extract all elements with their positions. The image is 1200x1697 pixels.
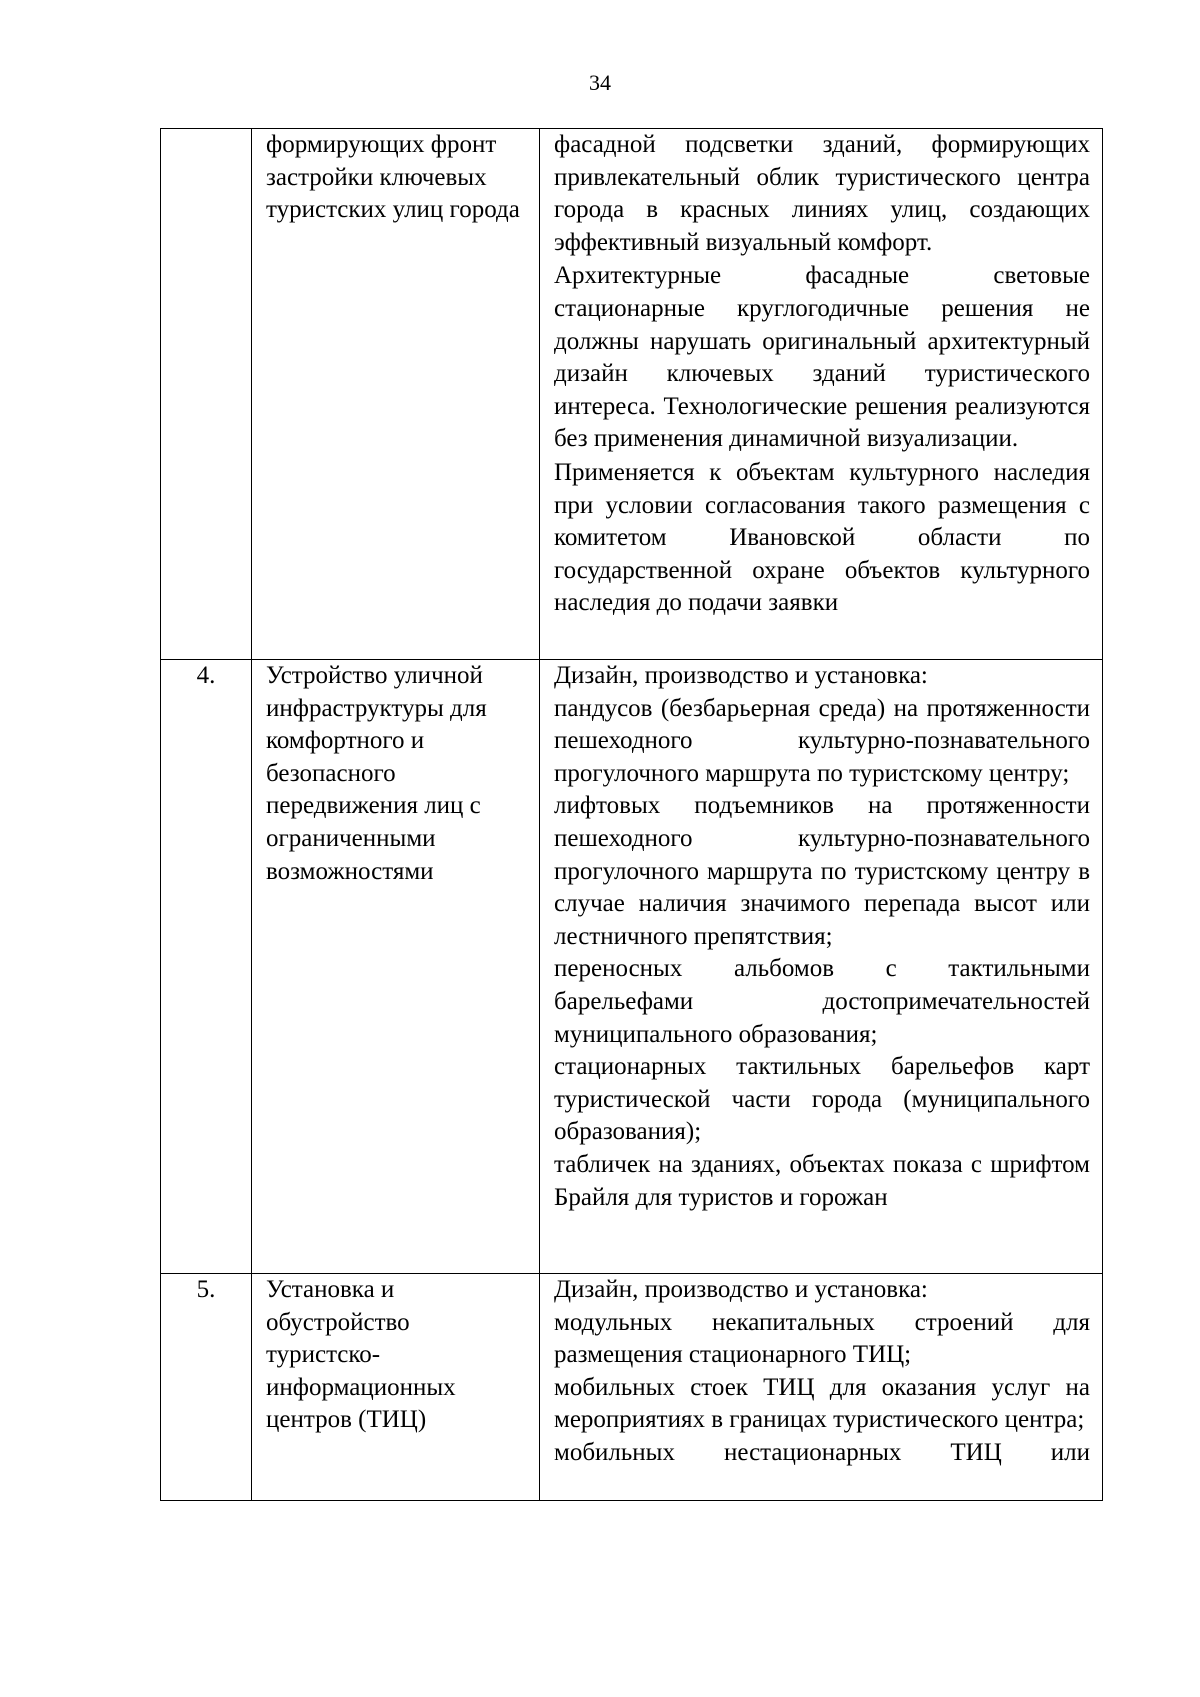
row-description-cell [540,129,1103,660]
table-row [161,660,1103,1274]
description-paragraph: Архитектурные фасадные световые стационарные круглогодичные решения не должны нарушать оригинальный архитектурный дизайн ключевых зданий туристического интереса. Технологические решения реализуются без применения динамичной визуализации. [554,262,1090,453]
description-paragraph: стационарных тактильных барельефов карт туристической части города (муниципального образования); [554,1053,1090,1146]
row-name-cell: формирующих фронт застройки ключевых туристских улиц города [252,129,540,660]
description-paragraph: Дизайн, производство и установка: [554,662,928,689]
row-name-cell: Установка и обустройство туристско-информационных центров (ТИЦ) [252,1274,540,1501]
description-paragraph: переносных альбомов с тактильными барельефами достопримечательностей муниципального образования; [554,955,1090,1048]
description-paragraph: мобильных нестационарных ТИЦ или [554,1438,1090,1466]
page-number: 34 [589,70,611,95]
description-paragraph: Применяется к объектам культурного наследия при условии согласования такого размещения с комитетом Ивановской области по государственной охране объектов культурного наследия до подачи заявки [554,458,1090,617]
row-number-cell: 5. [161,1274,252,1501]
description-paragraph: пандусов (безбарьерная среда) на протяженности пешеходного культурно-познавательного прогулочного маршрута по туристскому центру; [554,694,1090,787]
row-description-cell [540,660,1103,1274]
description-paragraph: табличек на зданиях, объектах показа с шрифтом Брайля для туристов и горожан [554,1150,1090,1211]
description-paragraph: фасадной подсветки зданий, формирующих привлекательный облик туристического центра города в красных линиях улиц, создающих эффективный визуальный комфорт. [554,131,1090,256]
table-row [161,129,1103,660]
description-paragraph: модульных некапитальных строений для размещения стационарного ТИЦ; [554,1308,1090,1369]
description-paragraph: лифтовых подъемников на протяженности пешеходного культурно-познавательного прогулочного маршрута по туристскому центру в случае наличия значимого перепада высот или лестничного препятствия; [554,792,1090,950]
services-table [160,128,1103,1501]
description-paragraph: мобильных стоек ТИЦ для оказания услуг на мероприятиях в границах туристического центра; [554,1373,1090,1434]
table-row [161,1274,1103,1501]
description-paragraph: Дизайн, производство и установка: [554,1276,928,1303]
row-name-cell: Устройство уличной инфраструктуры для комфортного и безопасного передвижения лиц с ограниченными возможностями [252,660,540,1274]
row-number-cell: 4. [161,660,252,1274]
row-description-cell [540,1274,1103,1501]
row-number-cell [161,129,252,660]
